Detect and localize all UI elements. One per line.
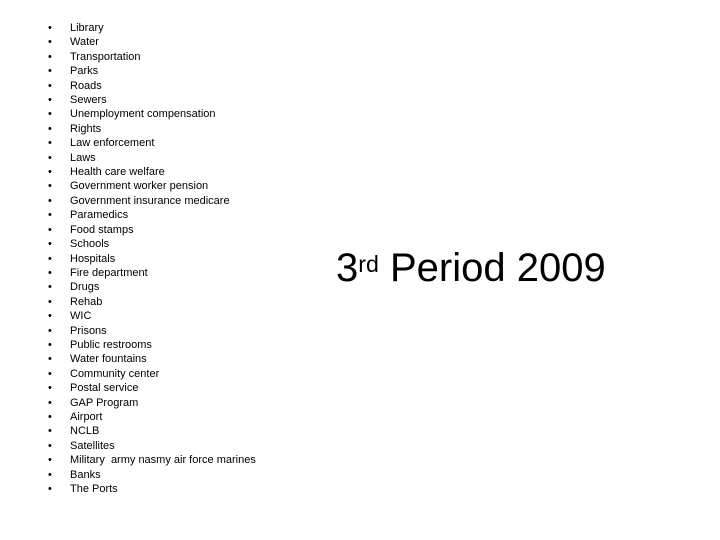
list-item-text: Sewers: [70, 94, 107, 107]
bullet-icon: •: [48, 396, 52, 409]
bullet-icon: •: [48, 94, 52, 107]
list-item-text: Fire department: [70, 266, 148, 279]
list-item-text: Public restrooms: [70, 338, 152, 351]
bullet-icon: •: [48, 425, 52, 438]
list-item: [48, 50, 256, 64]
bullet-icon: •: [48, 266, 52, 279]
list-item: [48, 252, 256, 266]
list-item: [48, 295, 256, 309]
bullet-icon: •: [48, 180, 52, 193]
list-item: [48, 107, 256, 121]
list-item-text: Rehab: [70, 295, 103, 308]
bullet-list: [48, 21, 256, 496]
bullet-icon: •: [48, 65, 52, 78]
bullet-icon: •: [48, 238, 52, 251]
list-item-text: Postal service: [70, 382, 139, 395]
list-item-text: WIC: [70, 310, 92, 323]
list-item: [48, 223, 256, 237]
list-item-text: Rights: [70, 122, 102, 135]
list-item-text: Unemployment compensation: [70, 108, 216, 121]
bullet-icon: •: [48, 79, 52, 92]
title-rest: Period 2009: [378, 246, 606, 290]
list-item-text: Hospitals: [70, 252, 116, 265]
list-item: [48, 338, 256, 352]
list-item: [48, 194, 256, 208]
list-item: [48, 468, 256, 482]
bullet-icon: •: [48, 454, 52, 467]
bullet-icon: •: [48, 194, 52, 207]
bullet-icon: •: [48, 439, 52, 452]
list-item: [48, 381, 256, 395]
list-item-text: Laws: [70, 151, 96, 164]
list-item-text: Satellites: [70, 439, 115, 452]
list-item-text: Government worker pension: [70, 180, 209, 193]
slide-title: [336, 245, 606, 291]
bullet-icon: •: [48, 353, 52, 366]
list-item: [48, 396, 256, 410]
list-item: [48, 309, 256, 323]
list-item-text: Roads: [70, 79, 102, 92]
list-item: [48, 79, 256, 93]
list-item: [48, 439, 256, 453]
bullet-icon: •: [48, 151, 52, 164]
bullet-icon: •: [48, 36, 52, 49]
list-item-text: Schools: [70, 238, 110, 251]
bullet-icon: •: [48, 281, 52, 294]
bullet-icon: •: [48, 166, 52, 179]
bullet-icon: •: [48, 338, 52, 351]
list-item: [48, 266, 256, 280]
bullet-icon: •: [48, 50, 52, 63]
bullet-icon: •: [48, 324, 52, 337]
list-item-text: Law enforcement: [70, 137, 155, 150]
list-item: [48, 280, 256, 294]
list-item: [48, 64, 256, 78]
list-item-text: Water: [70, 36, 99, 49]
list-item-text: Military army nasmy air force marines: [70, 454, 256, 467]
bullet-icon: •: [48, 410, 52, 423]
list-item: [48, 122, 256, 136]
list-item: [48, 410, 256, 424]
list-item-text: Food stamps: [70, 223, 134, 236]
list-item: [48, 93, 256, 107]
bullet-icon: •: [48, 295, 52, 308]
list-item: [48, 35, 256, 49]
list-item: [48, 482, 256, 496]
bullet-icon: •: [48, 468, 52, 481]
list-item-text: Water fountains: [70, 353, 147, 366]
list-item-text: GAP Program: [70, 396, 139, 409]
list-item-text: Parks: [70, 65, 99, 78]
bullet-icon: •: [48, 209, 52, 222]
list-item-text: Library: [70, 22, 104, 34]
list-item-text: The Ports: [70, 483, 118, 495]
bullet-icon: •: [48, 483, 52, 495]
bullet-icon: •: [48, 108, 52, 121]
bullet-icon: •: [48, 252, 52, 265]
bullet-icon: •: [48, 137, 52, 150]
list-item-text: Paramedics: [70, 209, 129, 222]
list-item-text: Government insurance medicare: [70, 194, 230, 207]
list-item: [48, 453, 256, 467]
list-item: [48, 352, 256, 366]
bullet-icon: •: [48, 382, 52, 395]
list-item: [48, 21, 256, 35]
list-item: [48, 324, 256, 338]
bullet-icon: •: [48, 367, 52, 380]
list-item: [48, 136, 256, 150]
title-ordinal-suffix: rd: [358, 251, 379, 278]
list-item: [48, 151, 256, 165]
list-item-text: Airport: [70, 410, 103, 423]
bullet-icon: •: [48, 310, 52, 323]
list-item-text: Community center: [70, 367, 160, 380]
list-item-text: Drugs: [70, 281, 100, 294]
list-item: [48, 367, 256, 381]
list-item: [48, 237, 256, 251]
list-item: [48, 424, 256, 438]
list-item-text: Banks: [70, 468, 101, 481]
bullet-icon: •: [48, 122, 52, 135]
list-item-text: NCLB: [70, 425, 100, 438]
list-item-text: Prisons: [70, 324, 107, 337]
list-item-text: Health care welfare: [70, 166, 165, 179]
list-item-text: Transportation: [70, 50, 141, 63]
bullet-icon: •: [48, 22, 52, 34]
list-item: [48, 179, 256, 193]
list-item: [48, 208, 256, 222]
list-item: [48, 165, 256, 179]
title-number: 3: [336, 246, 359, 290]
bullet-icon: •: [48, 223, 52, 236]
